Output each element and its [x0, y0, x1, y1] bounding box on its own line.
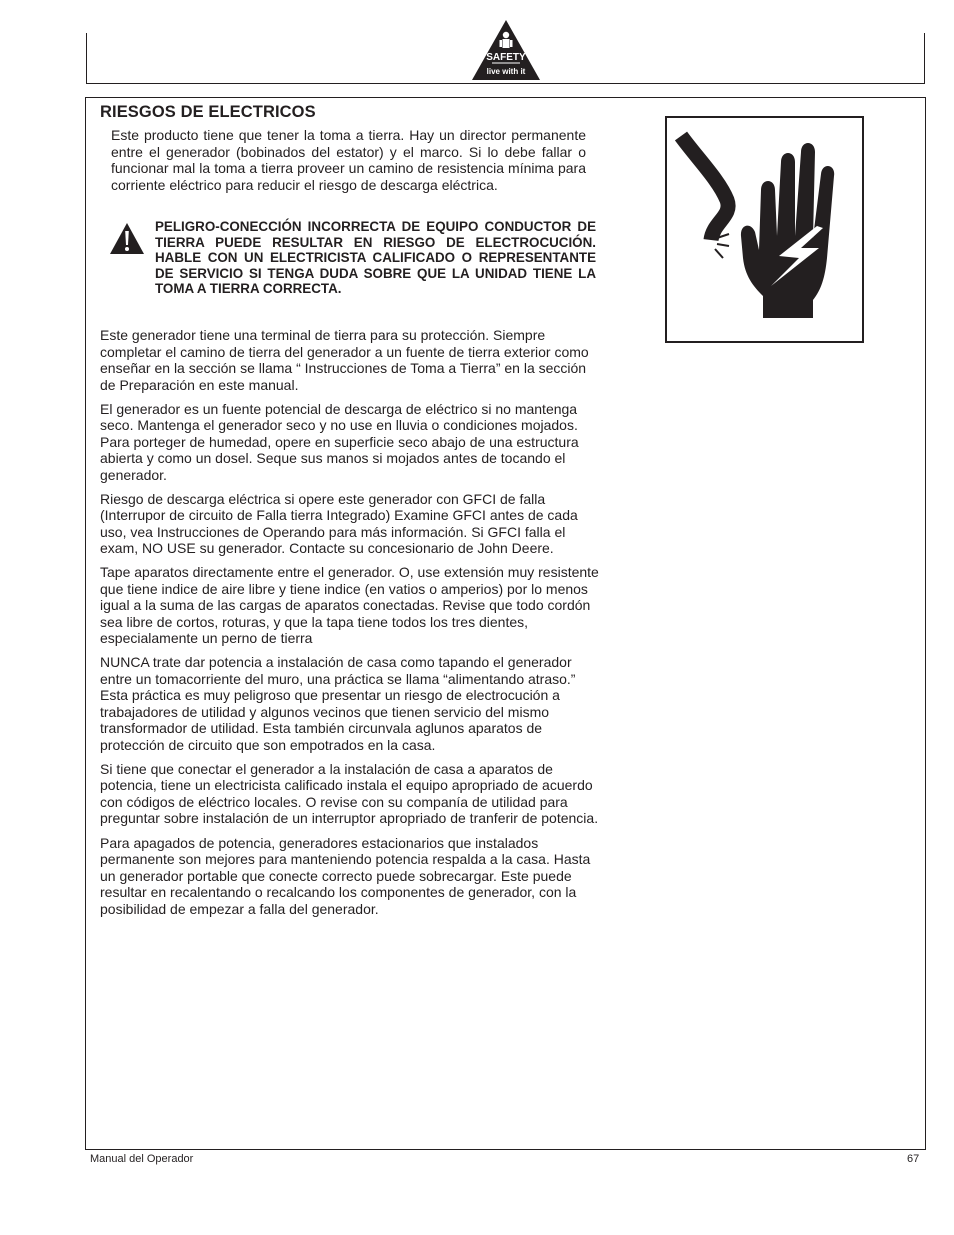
logo-line1: SAFETY: [486, 52, 526, 63]
footer-page-number: 67: [907, 1153, 920, 1165]
warning-triangle-icon: [109, 222, 145, 255]
paragraph-gfci: Riesgo de descarga eléctrica si opere este generador con GFCI de falla (Interrupor de circuito de Falla tierra Integrado) Examine GFCI antes de cada uso, vea Instrucciones de Operando para más información. Si GFCI falla el exam, NO USE su generador. Contacte su concesionario de John Deere.: [100, 490, 578, 557]
hazard-image-frame: [665, 116, 864, 343]
paragraph-keep-dry: El generador es un fuente potencial de descarga de eléctrico si no mantenga seco. Mantenga el generador seco y no use en lluvia o condiciones mojados. Para porteger de humedad, opere en superficie seco abajo de una estructura abierta y como un dosel. Seque sus manos si mojados antes de tocando el generador.: [100, 400, 579, 483]
safety-logo-icon: [470, 18, 542, 82]
footer-manual-title: Manual del Operador: [90, 1153, 194, 1165]
electric-shock-hand-icon: [667, 118, 862, 341]
paragraph-backfeeding: NUNCA trate dar potencia a instalación de casa como tapando el generador entre un tomacorriente del muro, una práctica se llama “alimentando atraso.” Esta práctica es muy peligroso que presentar un riesgo de electrocución a trabajadores de utilidad y algunos vecinos que tienen servicio del mismo transformador de utilidad. Esta también circunvala aglunos aparatos de protección de circuito que son empotrados en la casa.: [100, 654, 576, 753]
paragraph-ground-terminal: Este generador tiene una terminal de tierra para su protección. Siempre completar el camino de tierra del generador a un fuente de tierra exterior como enseñar en la sección se llama “ Instrucciones de Toma a Tierra” en la sección de Preparación en este manual.: [100, 327, 589, 393]
section-title: RIESGOS DE ELECTRICOS: [100, 103, 316, 121]
intro-paragraph: Este producto tiene que tener la toma a tierra. Hay un director permanente entre el generador (bobinados del estator) y el marco. Si lo debe fallar o funcionar mal la toma a tierra proveer un camino de resistencia mínima para corriente eléctrico para reducir el riesgo de descarga eléctrica.: [111, 127, 586, 193]
body-paragraphs: [100, 327, 600, 925]
paragraph-transfer-switch: Si tiene que conectar el generador a la instalación de casa a aparatos de potencia, tiene un electricista calificado instala el equipo apropriado de acuerdo con códigos de eléctrico locales. O revise con su companía de utilidad para preguntar sobre instalación de un interruptor apropriado de tranferir de potencia.: [100, 760, 599, 827]
warning-text: PELIGRO-CONECCIÓN INCORRECTA DE EQUIPO CONDUCTOR DE TIERRA PUEDE RESULTAR EN RIESGO DE ELECTROCUCIÓN. HABLE CON UN ELECTRICISTA CALIFICADO O REPRESENTANTE DE SERVICIO SI TENGA DUDA SOBRE QUE LA UNIDAD TIENE LA TOMA A TIERRA CORRECTA.: [155, 219, 596, 297]
logo-line2: live with it: [486, 67, 526, 76]
paragraph-extension-cords: Tape aparatos directamente entre el generador. O, use extensión muy resistente que tiene indice de aire libre y tiene indice (en vatios o amperios) por lo menos igual a la suma de las cargas de aparatos conectadas. Revise que todo cordón sea libre de cortos, roturas, y que la tapa tiene todos los tres dientes, especialamente un perno de tierra: [100, 564, 599, 647]
paragraph-standby: Para apagados de potencia, generadores estacionarios que instalados permanente son mejores para manteniendo potencia respalda a la casa. Hasta un generador portable que conecte correcto puede sobrecargar. Este puede resultar en recalentando o recalcando los componentes de generador, con la posibilidad de empezar a falla del generador.: [100, 834, 591, 917]
